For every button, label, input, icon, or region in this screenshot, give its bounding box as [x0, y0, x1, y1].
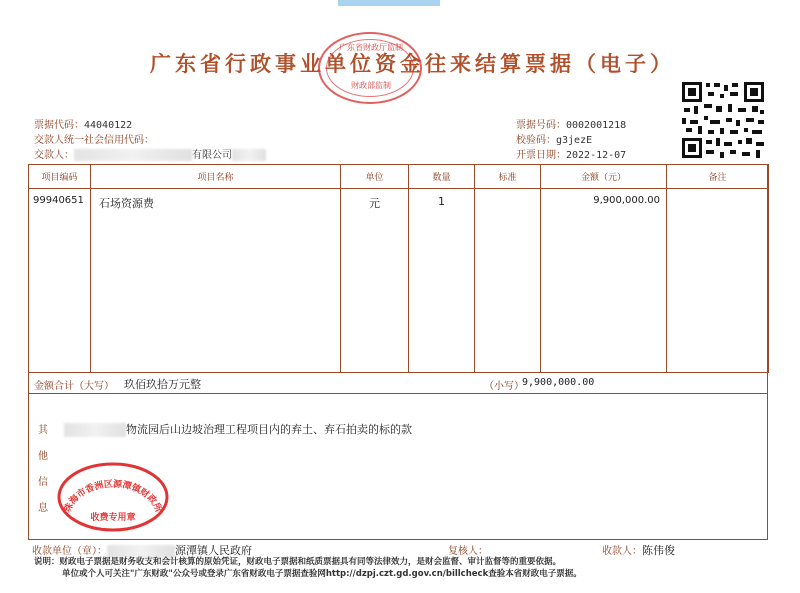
total-lower-value: 9,900,000.00	[522, 377, 595, 388]
bill-code-value: 44040122	[84, 120, 133, 131]
other-info-char: 其	[38, 425, 48, 436]
bill-code-label: 票据代码：	[34, 120, 84, 131]
bill-number-row	[516, 116, 626, 131]
receiver-row	[602, 542, 675, 558]
other-info-value: 物流园后山边坡治理工程项目内的弃土、弃石拍卖的标的款	[126, 423, 412, 436]
payee-label: 收款单位（章）：	[32, 546, 107, 557]
payer-value-tail: 有限公司	[192, 150, 232, 161]
supervision-seal-text-bottom: 财政部监制	[351, 81, 391, 90]
header-unit: 单位	[341, 165, 409, 189]
header-remark: 备注	[667, 165, 769, 189]
bill-number-value: 0002001218	[566, 120, 627, 131]
receiver-label: 收款人：	[602, 546, 642, 557]
payer-redacted	[74, 149, 192, 161]
credit-code-row	[34, 131, 154, 146]
header-item-name: 项目名称	[91, 165, 341, 189]
header-standard: 标准	[475, 165, 541, 189]
header-amount: 金额（元）	[541, 165, 667, 189]
cell-remark	[667, 189, 769, 373]
bill-number-label: 票据号码：	[516, 120, 566, 131]
other-info-char: 息	[38, 503, 48, 514]
note-line-2: 单位或个人可关注"广东财政"公众号或登录广东省财政电子票据查验网http://dzpj.czt.gd.gov.cn/billcheck查验本省财政电子票据。	[62, 569, 582, 579]
cell-item-code: 99940651	[29, 189, 91, 373]
other-info-char: 信	[38, 477, 48, 488]
other-info-text	[64, 421, 412, 437]
cell-amount: 9,900,000.00	[541, 189, 667, 373]
cell-standard	[475, 189, 541, 373]
payer-row	[34, 146, 266, 161]
total-row	[28, 372, 768, 394]
payee-value: 源潭镇人民政府	[175, 544, 252, 557]
cell-quantity: 1	[409, 189, 475, 373]
other-info-label	[36, 418, 50, 522]
issue-date-row	[516, 146, 626, 161]
total-lower-label: （小写）	[484, 381, 524, 392]
collection-seal-icon	[56, 462, 170, 532]
note-block	[34, 556, 582, 580]
check-code-label: 校验码：	[516, 135, 556, 146]
supervision-seal-text: 广东省财政厅监制	[339, 43, 403, 52]
receiver-value: 陈伟俊	[642, 544, 675, 557]
check-code-value: g3jezE	[556, 135, 593, 146]
header-item-code: 项目编码	[29, 165, 91, 189]
document-title: 广东省行政事业单位资金往来结算票据（电子）	[150, 51, 675, 76]
total-upper-label: 金额合计（大写）	[34, 381, 114, 392]
issue-date-value: 2022-12-07	[566, 150, 627, 161]
payer-redacted-tail	[232, 149, 266, 161]
payer-label: 交款人：	[34, 150, 74, 161]
issue-date-label: 开票日期：	[516, 150, 566, 161]
table-row	[29, 189, 769, 373]
svg-text:珠海市香洲区源潭镇财政所	[61, 478, 165, 514]
cell-unit: 元	[341, 189, 409, 373]
other-info-redacted	[64, 423, 126, 437]
top-highlight-bar	[338, 0, 440, 6]
cell-item-name: 石场资源费	[91, 189, 341, 373]
items-table	[28, 164, 769, 373]
bill-code-row	[34, 116, 132, 131]
other-info-char: 他	[38, 451, 48, 462]
check-code-row	[516, 131, 592, 146]
total-upper-value: 玖佰玖拾万元整	[124, 378, 201, 391]
header-quantity: 数量	[409, 165, 475, 189]
note-line-1: 说明：财政电子票据是财务收支和会计核算的原始凭证，财政电子票据和纸质票据具有同等法律效力，是财会监督、审计监督等的重要依据。	[34, 557, 562, 567]
reviewer-label: 复核人：	[448, 546, 488, 557]
seal-center-text: 收费专用章	[90, 513, 136, 523]
seal-arc-text: 珠海市香洲区源潭镇财政所	[62, 479, 164, 515]
table-header-row	[29, 165, 769, 189]
qr-code-icon	[680, 80, 766, 160]
credit-code-label: 交款人统一社会信用代码：	[34, 135, 154, 146]
